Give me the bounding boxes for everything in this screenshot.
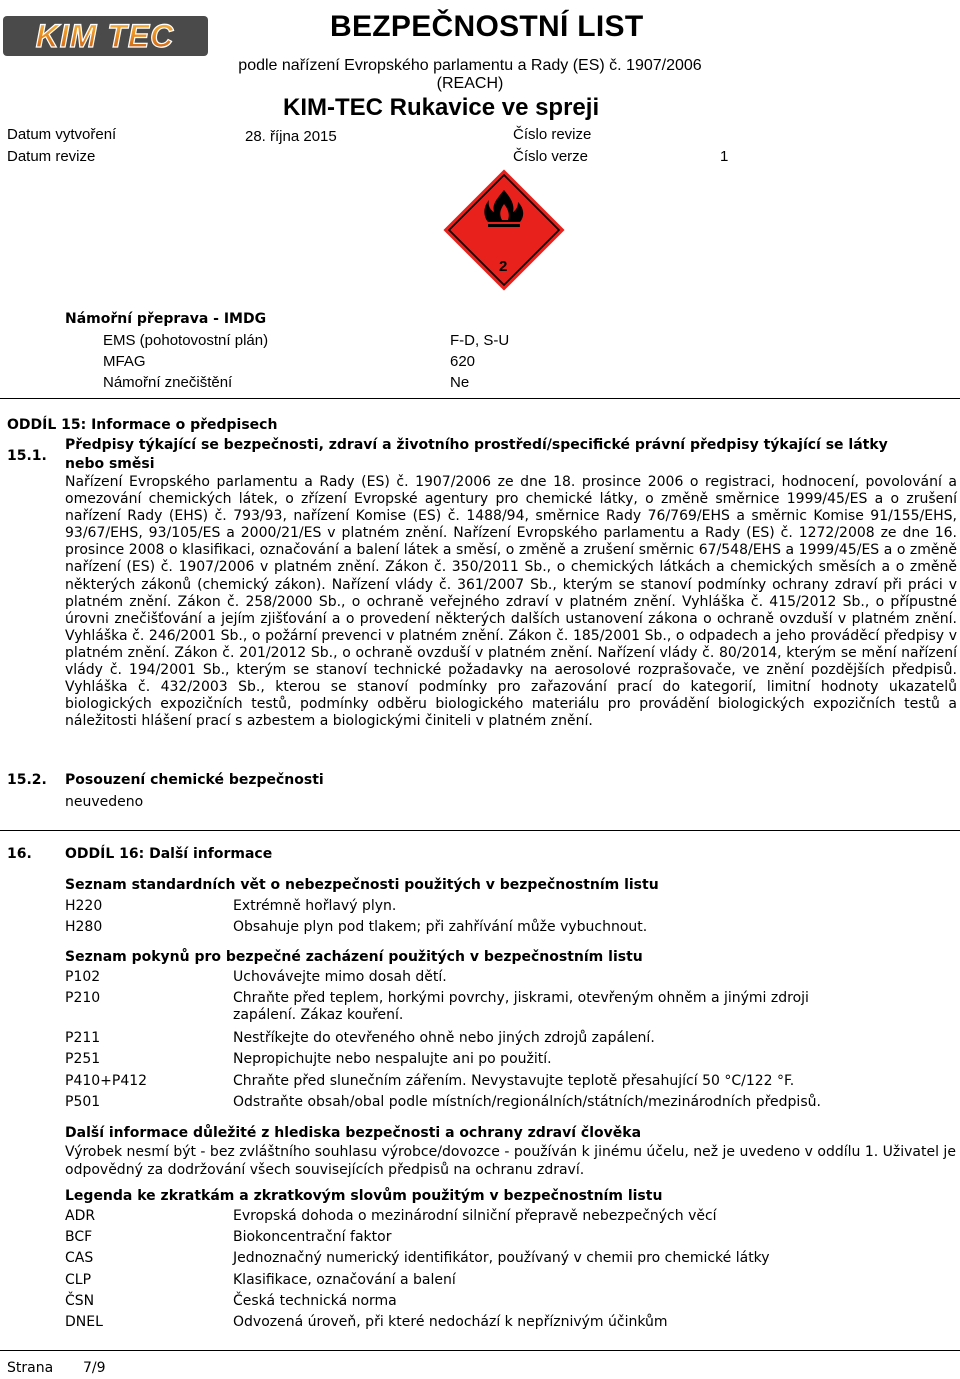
p-text: Nepropichujte nebo nespalujte ani po použití.	[233, 1051, 552, 1067]
document-title: BEZPEČNOSTNÍ LIST	[330, 10, 644, 43]
version-label: Číslo verze	[513, 148, 589, 165]
document-subtitle: podle nařízení Evropského parlamentu a Rady (ES) č. 1907/2006	[238, 57, 702, 74]
footer-divider	[0, 1350, 960, 1351]
p-code: P102	[65, 969, 101, 985]
p-code: P410+P412	[65, 1073, 148, 1089]
h-code: H220	[65, 898, 103, 914]
flammable-gas-diamond-icon	[426, 166, 582, 296]
h-code: H280	[65, 919, 103, 935]
h-statements-title: Seznam standardních vět o nebezpečnosti použitých v bezpečnostním listu	[65, 877, 659, 893]
section-15-title: ODDÍL 15: Informace o předpisech	[7, 417, 278, 433]
h-text: Extrémně hořlavý plyn.	[233, 898, 397, 914]
p-code: P211	[65, 1030, 101, 1046]
document-subtitle-reach: (REACH)	[436, 75, 504, 92]
ems-value: F-D, S-U	[450, 332, 510, 349]
kimtec-logo	[3, 16, 208, 56]
legend-title: Legenda ke zkratkám a zkratkovým slovům použitým v bezpečnostním listu	[65, 1188, 663, 1204]
p-text: Uchovávejte mimo dosah dětí.	[233, 969, 447, 985]
section-15-1-title: Předpisy týkající se bezpečnosti, zdraví a životního prostředí/specifické právní předpisy týkající se látky	[65, 437, 888, 453]
section-16-number: 16.	[7, 846, 32, 862]
legend-text: Jednoznačný numerický identifikátor, používaný v chemii pro chemické látky	[233, 1250, 770, 1266]
legend-code: CLP	[65, 1272, 92, 1288]
p-statements-title: Seznam pokynů pro bezpečné zacházení použitých v bezpečnostním listu	[65, 949, 643, 965]
mfag-label: MFAG	[103, 353, 146, 370]
p-text: Chraňte před teplem, horkými povrchy, jiskrami, otevřeným ohněm a jinými zdroji zapálení. Zákaz kouření.	[233, 990, 809, 1023]
version-value: 1	[720, 148, 729, 165]
section-15-2-number: 15.2.	[7, 772, 47, 788]
created-value: 28. října 2015	[245, 128, 337, 145]
section-15-1-title-cont: nebo směsi	[65, 456, 155, 472]
section-divider	[0, 830, 960, 831]
page-label: Strana	[7, 1360, 54, 1376]
p-code: P210	[65, 990, 101, 1006]
svg-text:KIM TEC: KIM TEC	[35, 18, 175, 54]
legend-code: BCF	[65, 1229, 93, 1245]
p-text: Chraňte před slunečním zářením. Nevystavujte teplotě přesahující 50 °C/122 °F.	[233, 1073, 795, 1089]
sea-transport-title: Námořní přeprava - IMDG	[65, 311, 267, 327]
p-text: Nestříkejte do otevřeného ohně nebo jiných zdrojů zapálení.	[233, 1030, 655, 1046]
section-15-1-number: 15.1.	[7, 448, 47, 464]
section-15-2-title: Posouzení chemické bezpečnosti	[65, 772, 324, 788]
revision-date-label: Datum revize	[7, 148, 96, 165]
legend-code: DNEL	[65, 1314, 103, 1330]
legend-code: ADR	[65, 1208, 96, 1224]
revision-number-label: Číslo revize	[513, 126, 592, 143]
product-name: KIM-TEC Rukavice ve spreji	[283, 94, 600, 121]
created-label: Datum vytvoření	[7, 126, 117, 143]
page-number: 7/9	[83, 1360, 106, 1376]
p-code: P501	[65, 1094, 101, 1110]
section-divider	[0, 398, 960, 399]
marine-pollutant-label: Námořní znečištění	[103, 374, 233, 391]
section-15-2-text: neuvedeno	[65, 794, 144, 810]
p-text: Odstraňte obsah/obal podle místních/regionálních/státních/mezinárodních předpisů.	[233, 1094, 821, 1110]
legend-code: ČSN	[65, 1293, 95, 1309]
pictogram-class-number: 2	[499, 258, 508, 275]
legend-text: Biokoncentrační faktor	[233, 1229, 392, 1245]
legend-text: Evropská dohoda o mezinárodní silniční přepravě nebezpečných věcí	[233, 1208, 717, 1224]
legend-code: CAS	[65, 1250, 94, 1266]
legend-text: Česká technická norma	[233, 1293, 397, 1309]
additional-info-text: Výrobek nesmí být - bez zvláštního souhlasu výrobce/dovozce - používán k jinému účelu, než je uvedeno v oddílu 1. Uživatel je odpovědný za dodržování všech souvisejících předpisů na ochranu zdraví.	[65, 1144, 956, 1178]
marine-pollutant-value: Ne	[450, 374, 470, 391]
legend-text: Klasifikace, označování a balení	[233, 1272, 456, 1288]
additional-info-title: Další informace důležité z hlediska bezpečnosti a ochrany zdraví člověka	[65, 1125, 642, 1141]
kimtec-logo-graphic	[3, 16, 208, 56]
h-text: Obsahuje plyn pod tlakem; při zahřívání může vybuchnout.	[233, 919, 648, 935]
mfag-value: 620	[450, 353, 476, 370]
legend-text: Odvozená úroveň, při které nedochází k nepříznivým účinkům	[233, 1314, 668, 1330]
section-16-title: ODDÍL 16: Další informace	[65, 846, 273, 862]
ems-label: EMS (pohotovostní plán)	[103, 332, 269, 349]
p-code: P251	[65, 1051, 101, 1067]
section-15-1-text: Nařízení Evropského parlamentu a Rady (ES) č. 1907/2006 ze dne 18. prosince 2006 o registraci, hodnocení, povolování a omezování chemických látek, o zřízení Evropské agentury pro chemické látky, o změně směrnice 1999/45/ES a o zrušení nařízení Rady (EHS) č. 793/93, nařízení Komise (ES) č. 1488/94, směrnice Rady 76/769/EHS a směrnic Komise 91/155/EHS, 93/67/EHS, 93/105/ES a 2000/21/ES v platném znění. Nařízení Evropského parlamentu a Rady (ES) č. 1272/2008 ze dne 16. prosince 2008 o klasifikaci, označování a balení látek a směsí, o změně a zrušení směrnic 67/548/EHS a 1999/45/ES a o změně nařízení (ES) č. 1907/2006 v platném znění. Zákon č. 350/2011 Sb., o chemických látkách a chemických směsích a o změně některých zákonů (chemický zákon). Nařízení vlády č. 361/2007 Sb., kterým se stanoví podmínky ochrany zdraví při práci v platném znění. Zákon č. 258/2000 Sb., o ochraně veřejného zdraví v platném znění. Vyhláška č. 415/2012 Sb., o přípustné úrovni znečišťování a jejím zjišťování a o provedení některých dalších ustanovení zákona o ochraně ovzduší v platném znění. Vyhláška č. 246/2001 Sb., o požární prevenci v platném znění. Zákon č. 185/2001 Sb., o odpadech a jeho prováděcí předpisy v platném znění. Zákon č. 201/2012 Sb., o ochraně ovzduší v platném znění. Nařízení vlády č. 80/2014, kterým se mění nařízení vlády č. 194/2001 Sb., kterým se stanoví technické požadavky na aerosolové rozprašovače, ve znění pozdějších předpisů. Vyhláška č. 432/2003 Sb., kterou se stanoví podmínky pro zařazování prací do kategorií, limitní hodnoty ukazatelů biologických expozičních testů, podmínky odběru biologického materiálu pro provádění biologických expozičních testů a náležitosti hlášení prací s azbestem a biologickými činiteli v platném znění.	[65, 474, 957, 730]
